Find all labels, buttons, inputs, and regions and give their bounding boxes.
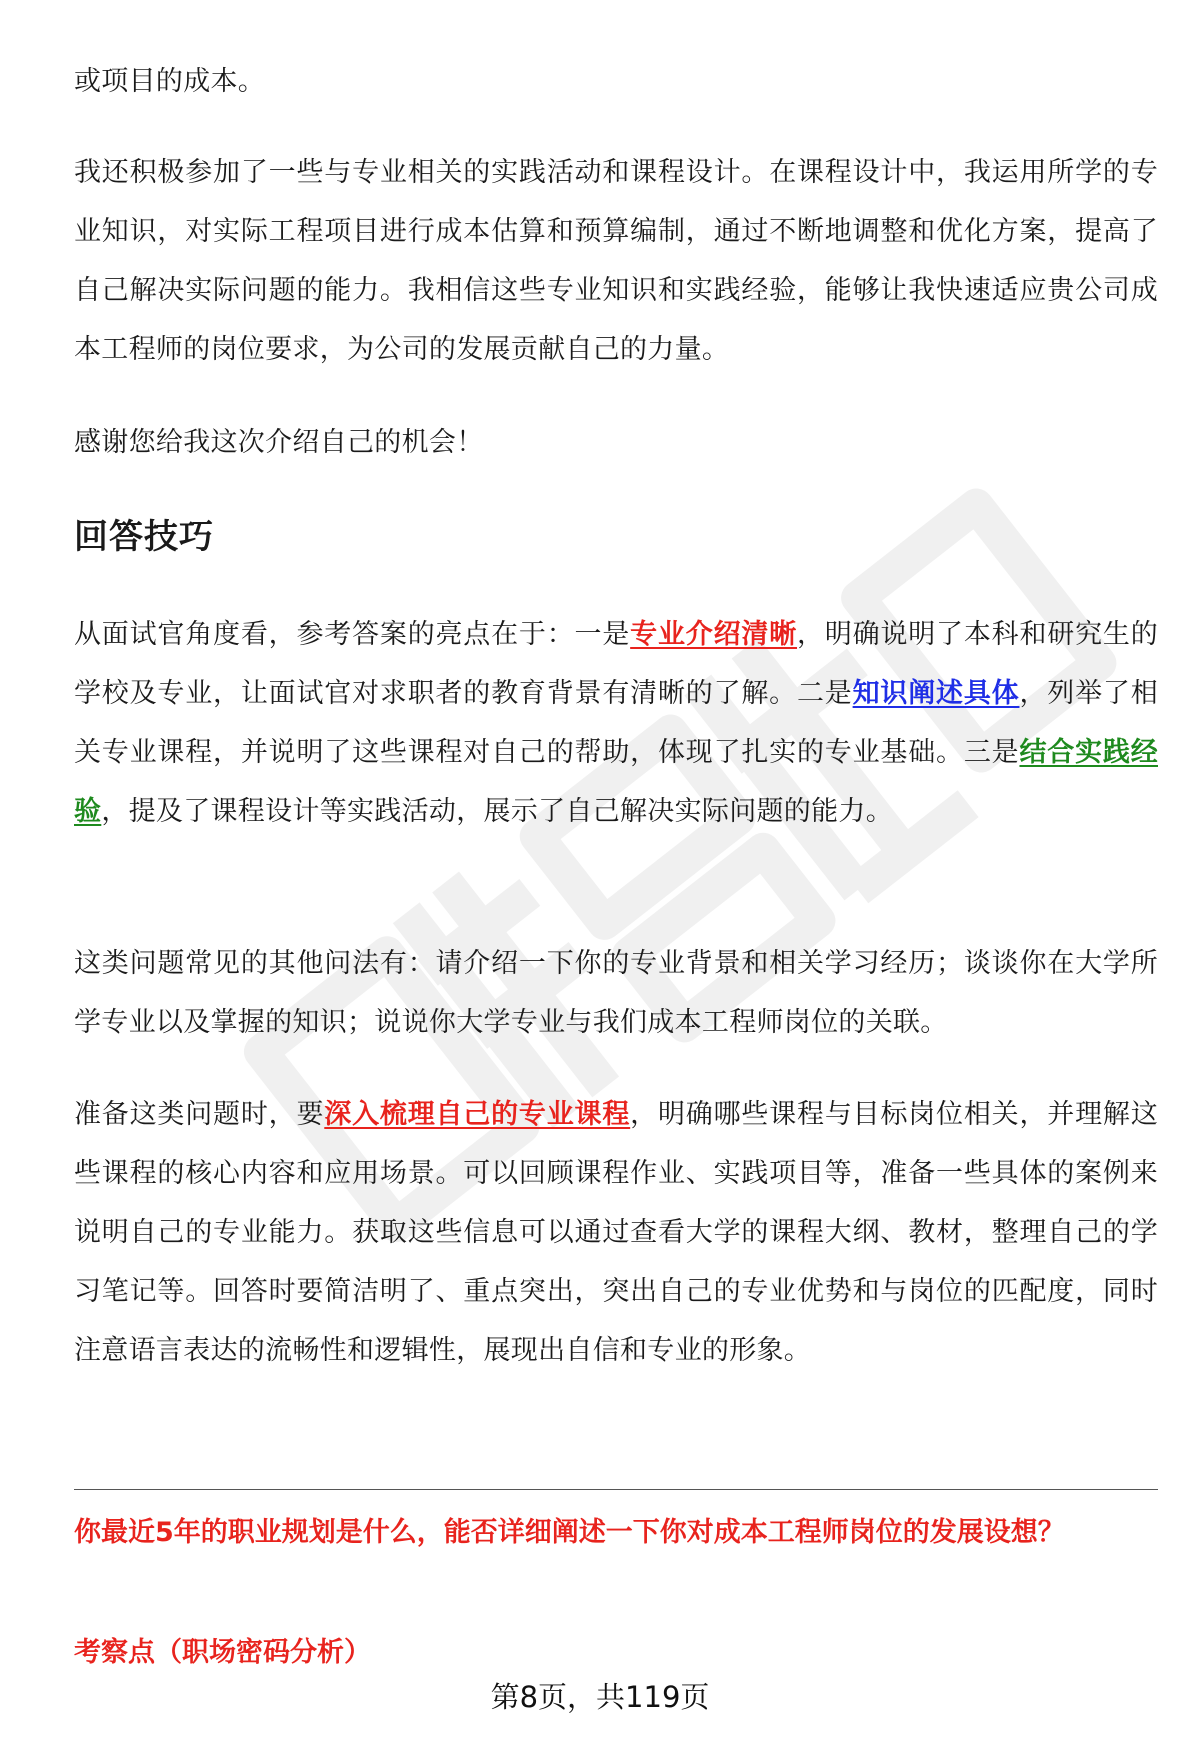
highlight-red: 专业介绍清晰: [630, 619, 798, 650]
highlight-red: 深入梳理自己的专业课程: [324, 1099, 631, 1130]
text-segment: ，提及了课程设计等实践活动，展示了自己解决实际问题的能力。: [101, 796, 894, 827]
paragraph-continuation: 或项目的成本。: [74, 66, 266, 97]
text-segment: ，明确哪些课程与目标岗位相关，并理解这些课程的核心内容和应用场景。可以回顾课程作业、实践项目等，准备一些具体的案例来说明自己的专业能力。获取这些信息可以通过查看大学的课程大纲、教材，整理自己的学习笔记等。回答时要简洁明了、重点突出，突出自己的专业优势和与岗位的匹配度，同时注意语言表达的流畅性和逻辑性，展现出自信和专业的形象。: [74, 1099, 1159, 1366]
page-number: 第8页，共119页: [490, 1680, 710, 1714]
text-segment: ，明确说明了本科和研究生的学校及专业，让面试官对求职者的教育背景有清晰的了解。二是: [74, 619, 1159, 709]
text-segment: 准备这类问题时，要: [74, 1099, 325, 1130]
paragraph-alternatives: 这类问题常见的其他问法有：请介绍一下你的专业背景和相关学习经历；谈谈你在大学所学专业以及掌握的知识；说说你大学专业与我们成本工程师岗位的关联。: [74, 948, 1158, 1038]
section-divider: [74, 1489, 1158, 1490]
paragraph-thanks: 感谢您给我这次介绍自己的机会！: [74, 427, 484, 458]
paragraph-preparation: [74, 1085, 1158, 1380]
highlight-green: 结合实践经验: [74, 737, 1158, 827]
text-segment: 从面试官角度看，参考答案的亮点在于：一是: [74, 619, 631, 650]
exam-point-label: 考察点（职场密码分析）: [74, 1637, 371, 1668]
paragraph-practice: 我还积极参加了一些与专业相关的实践活动和课程设计。在课程设计中，我运用所学的专业知识，对实际工程项目进行成本估算和预算编制，通过不断地调整和优化方案，提高了自己解决实际问题的能力。我相信这些专业知识和实践经验，能够让我快速适应贵公司成本工程师的岗位要求，为公司的发展贡献自己的力量。: [74, 157, 1158, 365]
question-title: 你最近5年的职业规划是什么，能否详细阐述一下你对成本工程师岗位的发展设想？: [74, 1517, 1065, 1548]
paragraph-highlights: [74, 605, 1158, 841]
text-segment: ，列举了相关专业课程，并说明了这些课程对自己的帮助，体现了扎实的专业基础。三是: [74, 678, 1158, 768]
highlight-blue: 知识阐述具体: [852, 678, 1020, 709]
section-heading: 回答技巧: [74, 517, 214, 557]
